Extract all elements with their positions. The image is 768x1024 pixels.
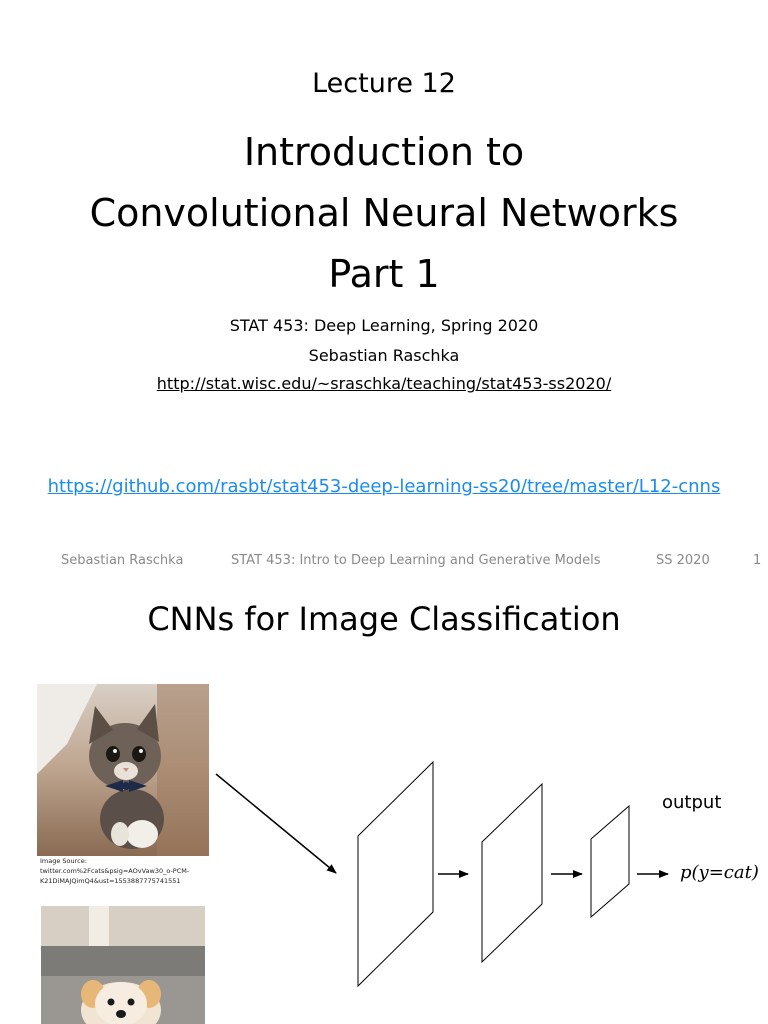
lecture-number: Lecture 12: [312, 68, 456, 99]
probability-label: p(y=cat): [680, 862, 759, 883]
footer-course: STAT 453: Intro to Deep Learning and Generative Models: [231, 553, 601, 568]
image-source-line-1: Image Source:: [40, 857, 87, 865]
title-line-2: Convolutional Neural Networks: [89, 191, 679, 235]
slide2-title: CNNs for Image Classification: [147, 600, 621, 638]
feature-map-2: [482, 784, 542, 962]
title-line-1: Introduction to: [243, 130, 525, 174]
feature-map-1: [358, 762, 433, 986]
slide-title: [0, 122, 768, 305]
input-arrow: [216, 774, 336, 873]
feature-map-3: [591, 806, 629, 917]
footer-term: SS 2020: [656, 553, 710, 568]
output-label: output: [662, 792, 722, 813]
image-source-line-3: K21DiMAJQimQ4&ust=1553887775741551: [40, 877, 181, 885]
github-url-link[interactable]: https://github.com/rasbt/stat453-deep-learning-ss20/tree/master/L12-cnns: [47, 476, 721, 497]
cnn-diagram: [0, 740, 768, 1000]
image-source-line-2: twitter.com%2Fcats&psig=AOvVaw30_o-PCM-: [40, 867, 190, 875]
course-url-link[interactable]: http://stat.wisc.edu/~sraschka/teaching/stat453-ss2020/: [156, 374, 612, 393]
author-name: Sebastian Raschka: [308, 346, 460, 365]
footer-author: Sebastian Raschka: [61, 553, 184, 568]
course-name: STAT 453: Deep Learning, Spring 2020: [229, 316, 539, 335]
slide-footer: [0, 553, 768, 573]
footer-page-number: 1: [753, 553, 762, 568]
title-line-3: Part 1: [328, 252, 440, 296]
